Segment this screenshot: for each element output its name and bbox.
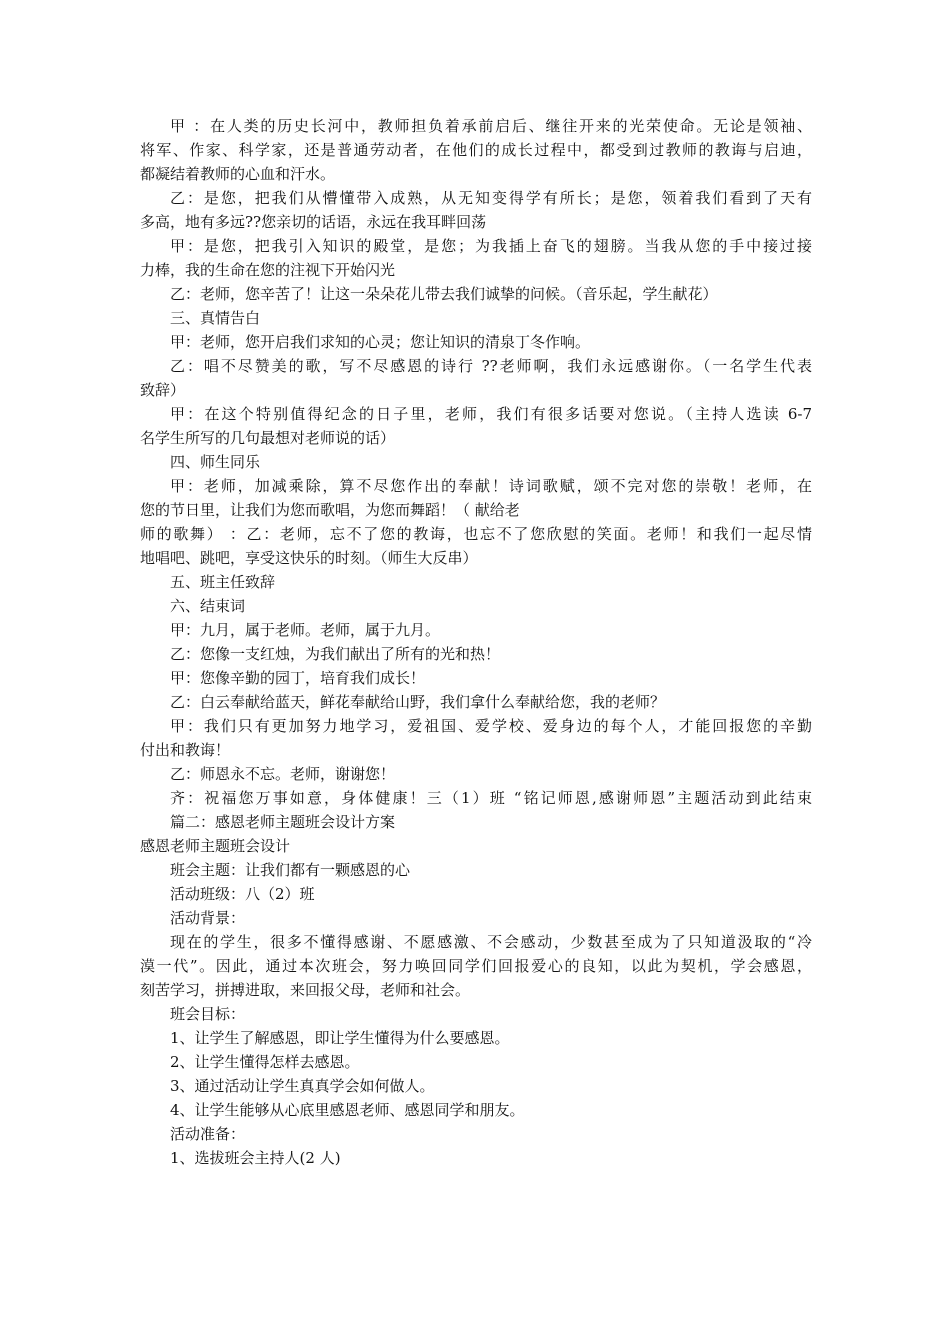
text-line: 甲 ：在人类的历史长河中，教师担负着承前启后、继往开来的光荣使命。无论是领袖、 (170, 117, 812, 135)
text-line: 乙：白云奉献给蓝天，鲜花奉献给山野，我们拿什么奉献给您，我的老师？ (170, 693, 666, 711)
text-line: 现在的学生，很多不懂得感谢、不愿感激、不会感动，少数甚至成为了只知道汲取的“冷 (170, 933, 812, 951)
text-line: 班会主题：让我们都有一颗感恩的心 (170, 861, 411, 879)
text-line: 甲：是您，把我引入知识的殿堂，是您；为我插上奋飞的翅膀。当我从您的手中接过接 (170, 237, 812, 255)
text-line: 甲：老师，您开启我们求知的心灵；您让知识的清泉丁冬作响。 (170, 333, 591, 351)
text-line: 漠一代”。因此，通过本次班会，努力唤回同学们回报爱心的良知，以此为契机，学会感恩， (140, 957, 812, 975)
text-line: 齐：祝福您万事如意，身体健康！三（1）班 “铭记师恩,感谢师恩”主题活动到此结束 (170, 789, 812, 807)
text-line: 付出和教诲！ (140, 741, 231, 759)
text-line: 地唱吧、跳吧，享受这快乐的时刻。（师生大反串） (140, 549, 478, 567)
text-line: 乙：您像一支红烛，为我们献出了所有的光和热！ (170, 645, 501, 663)
text-line: 六、结束词 (170, 597, 246, 615)
text-line: 将军、作家、科学家，还是普通劳动者，在他们的成长过程中，都受到过教师的教诲与启迪， (140, 141, 812, 159)
text-line: 三、真情告白 (170, 309, 261, 327)
text-line: 篇二：感恩老师主题班会设计方案 (170, 813, 396, 831)
text-line: 都凝结着教师的心血和汗水。 (140, 165, 336, 183)
text-line: 活动背景： (170, 909, 246, 927)
text-line: 致辞） (140, 381, 186, 399)
text-line: 乙：师恩永不忘。老师，谢谢您！ (170, 765, 396, 783)
text-line: 您的节日里，让我们为您而歌唱，为您而舞蹈！（ 献给老 (140, 501, 520, 519)
text-line: 4、让学生能够从心底里感恩老师、感恩同学和朋友。 (170, 1101, 525, 1119)
text-line: 甲：老师，加减乘除，算不尽您作出的奉献！诗词歌赋，颂不完对您的崇敬！老师，在 (170, 477, 812, 495)
text-line: 3、通过活动让学生真真学会如何做人。 (170, 1077, 435, 1095)
text-line: 班会目标： (170, 1005, 246, 1023)
document-page (140, 114, 812, 1170)
text-line: 活动班级：八（2）班 (170, 885, 315, 903)
text-line: 乙：唱不尽赞美的歌，写不尽感恩的诗行 ??老师啊，我们永远感谢你。（一名学生代表 (170, 357, 812, 375)
text-line: 甲：在这个特别值得纪念的日子里，老师，我们有很多话要对您说。（主持人选读 6-7 (170, 405, 812, 423)
text-line: 活动准备： (170, 1125, 246, 1143)
text-line: 名学生所写的几句最想对老师说的话） (140, 429, 396, 447)
text-line: 甲：我们只有更加努力地学习，爱祖国、爱学校、爱身边的每个人，才能回报您的辛勤 (170, 717, 812, 735)
text-line: 四、师生同乐 (170, 453, 261, 471)
text-line: 2、让学生懂得怎样去感恩。 (170, 1053, 360, 1071)
text-line: 感恩老师主题班会设计 (140, 837, 291, 855)
text-line: 1、选拔班会主持人(2 人) (170, 1149, 341, 1167)
text-line: 乙：老师，您辛苦了！让这一朵朵花儿带去我们诚挚的问候。（音乐起，学生献花） (170, 285, 718, 303)
text-line: 力棒，我的生命在您的注视下开始闪光 (140, 261, 396, 279)
text-line: 甲：您像辛勤的园丁，培育我们成长！ (170, 669, 426, 687)
text-line: 1、让学生了解感恩，即让学生懂得为什么要感恩。 (170, 1029, 510, 1047)
text-line: 五、班主任致辞 (170, 573, 276, 591)
text-line: 刻苦学习，拼搏进取，来回报父母，老师和社会。 (140, 981, 471, 999)
text-line: 师的歌舞） ：乙：老师，忘不了您的教诲，也忘不了您欣慰的笑面。老师！和我们一起尽情 (140, 525, 812, 543)
text-line: 多高，地有多远??您亲切的话语，永远在我耳畔回荡 (140, 213, 487, 231)
text-line: 甲：九月，属于老师。老师，属于九月。 (170, 621, 441, 639)
text-line: 乙：是您，把我们从懵懂带入成熟，从无知变得学有所长；是您，领着我们看到了天有 (170, 189, 812, 207)
